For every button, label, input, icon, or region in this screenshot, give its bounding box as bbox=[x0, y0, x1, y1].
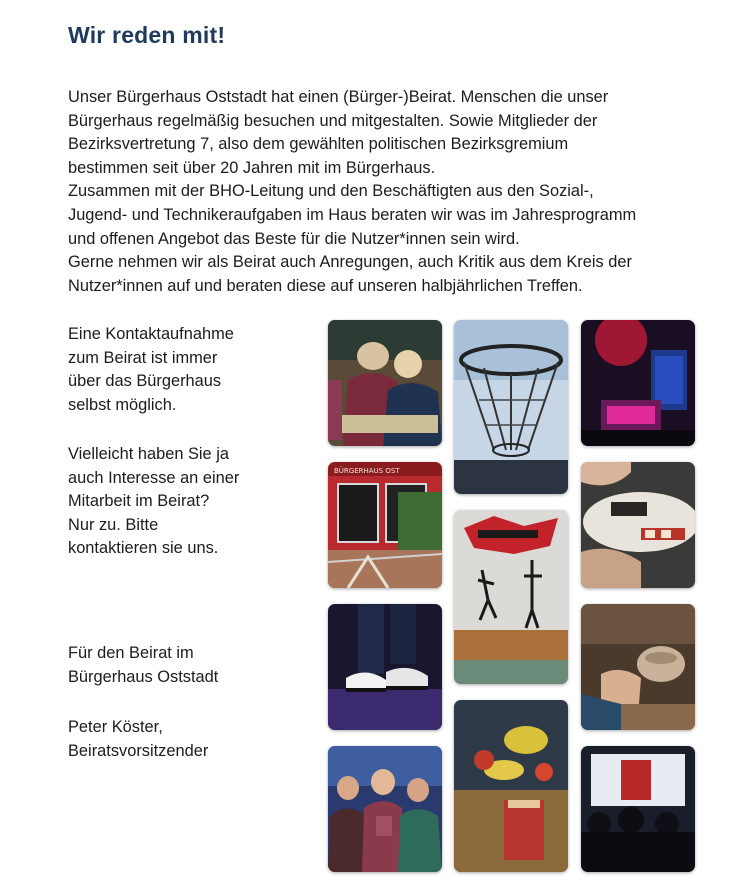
entrance-sign-text: BÜRGERHAUS OST bbox=[334, 467, 400, 475]
page-title: Wir reden mit! bbox=[68, 22, 226, 48]
signoff bbox=[68, 642, 288, 689]
interest-line: Vielleicht haben Sie ja bbox=[68, 445, 229, 463]
interest-line: Mitarbeit im Beirat? bbox=[68, 492, 210, 511]
photo-audience bbox=[581, 746, 695, 872]
photo-fruit-basket bbox=[454, 700, 568, 872]
interest-paragraph bbox=[68, 443, 288, 561]
signoff-line: Für den Beirat im bbox=[68, 644, 194, 662]
photo-graffiti-wall bbox=[454, 510, 568, 684]
signature bbox=[68, 716, 288, 763]
intro-line: Bürgerhaus regelmäßig besuchen und mitgestalten. Sowie Mitglieder der bbox=[68, 111, 598, 130]
photo-people-at-table bbox=[328, 320, 442, 446]
intro-line: Nutzer*innen auf und beraten diese auf unseren halbjährlichen Treffen. bbox=[68, 276, 583, 295]
photo-stage-lights bbox=[581, 320, 695, 446]
intro-paragraph bbox=[68, 86, 718, 298]
photo-food-platter bbox=[581, 462, 695, 588]
signoff-line: Bürgerhaus Oststadt bbox=[68, 667, 219, 686]
signature-role: Beiratsvorsitzender bbox=[68, 741, 209, 760]
photo-pottery bbox=[581, 604, 695, 730]
contact-line: zum Beirat ist immer bbox=[68, 348, 218, 367]
contact-paragraph bbox=[68, 323, 288, 417]
intro-line: und offenen Angebot das Beste für die Nutzer*innen sein wird. bbox=[68, 229, 520, 248]
photo-buergerhaus-entrance bbox=[328, 462, 442, 588]
photo-singers bbox=[328, 746, 442, 872]
contact-line: über das Bürgerhaus bbox=[68, 372, 222, 391]
interest-line: auch Interesse an einer bbox=[68, 468, 240, 487]
interest-line: kontaktieren sie uns. bbox=[68, 539, 219, 558]
intro-line: Unser Bürgerhaus Oststadt hat einen (Bürger-)Beirat. Menschen die unser bbox=[68, 88, 609, 106]
intro-line: Zusammen mit der BHO-Leitung und den Beschäftigten aus den Sozial-, bbox=[68, 182, 594, 201]
photo-basketball-hoop bbox=[454, 320, 568, 494]
photo-dance-shoes bbox=[328, 604, 442, 730]
intro-line: Gerne nehmen wir als Beirat auch Anregungen, auch Kritik aus dem Kreis der bbox=[68, 253, 632, 272]
interest-line: Nur zu. Bitte bbox=[68, 515, 159, 534]
signature-name: Peter Köster, bbox=[68, 718, 163, 736]
intro-line: Bezirksvertretung 7, also dem gewählten politischen Bezirksgremium bbox=[68, 135, 569, 154]
contact-line: Eine Kontaktaufnahme bbox=[68, 325, 234, 343]
intro-line: bestimmen seit über 20 Jahren mit im Bürgerhaus. bbox=[68, 158, 436, 177]
intro-line: Jugend- und Technikeraufgaben im Haus beraten wir was im Jahresprogramm bbox=[68, 205, 637, 224]
contact-line: selbst möglich. bbox=[68, 395, 177, 414]
